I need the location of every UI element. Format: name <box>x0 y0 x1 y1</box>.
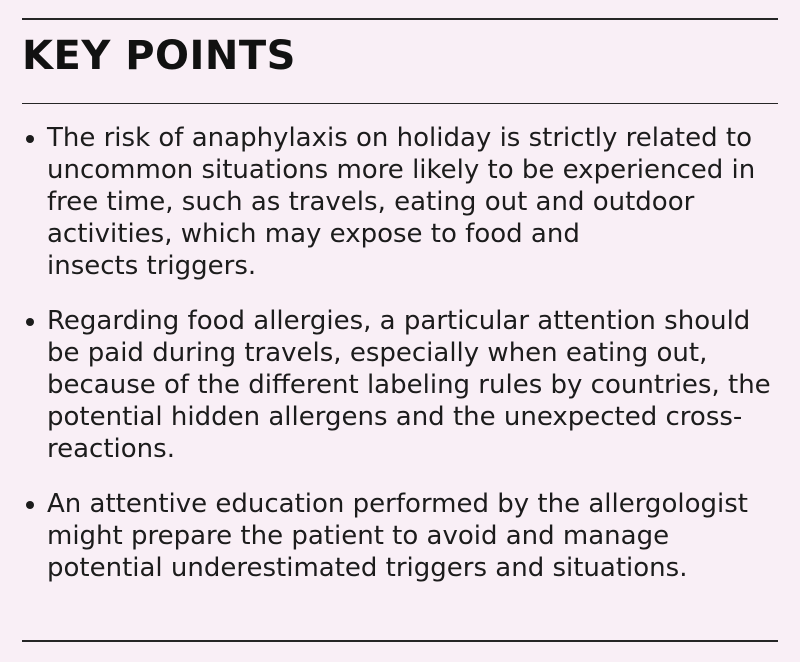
key-point-2-line-2: be paid during travels, especially when eating out, <box>47 338 708 368</box>
key-point-1-line-4: activities, which may expose to food and <box>47 219 580 249</box>
bullet-icon <box>26 135 34 143</box>
key-point-2-line-3: because of the different labeling rules by countries, the <box>47 370 771 400</box>
key-point-1-line-2: uncommon situations more likely to be experienced in <box>47 155 756 185</box>
key-point-1-line-3: free time, such as travels, eating out and outdoor <box>47 187 695 217</box>
key-point-2-line-4: potential hidden allergens and the unexpected cross- <box>47 402 743 432</box>
key-point-1 <box>22 122 778 282</box>
key-point-3-line-2: might prepare the patient to avoid and manage <box>47 521 670 551</box>
key-points-list <box>22 122 778 607</box>
key-point-1-line-1: The risk of anaphylaxis on holiday is strictly related to <box>47 123 752 153</box>
key-point-1-line-5: insects triggers. <box>47 251 257 281</box>
key-point-3-line-1: An attentive education performed by the allergologist <box>47 489 748 519</box>
key-point-3-line-3: potential underestimated triggers and situations. <box>47 553 688 583</box>
title-divider <box>22 103 778 104</box>
key-points-title: KEY POINTS <box>22 33 296 79</box>
key-point-3 <box>22 488 778 584</box>
key-points-box <box>22 18 778 642</box>
key-point-2 <box>22 305 778 465</box>
bullet-icon <box>26 501 34 509</box>
bullet-icon <box>26 318 34 326</box>
key-point-2-line-5: reactions. <box>47 434 175 464</box>
key-point-2-line-1: Regarding food allergies, a particular attention should <box>47 306 751 336</box>
